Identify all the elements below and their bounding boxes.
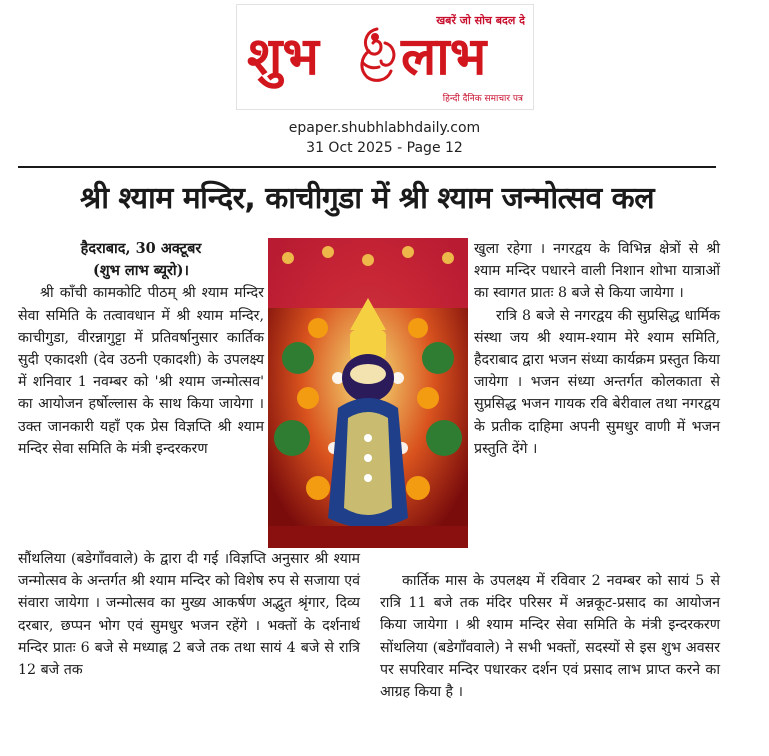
article-column-bottom xyxy=(380,570,720,703)
ganesha-emblem-icon xyxy=(351,23,403,85)
article-column-right xyxy=(474,238,720,460)
article-paragraph-1-continued: सौंथलिया (बडेगाँववाले) के द्वारा दी गई ।विज्ञप्ति अनुसार श्री श्याम जन्मोत्सव के अन्तर्गत श्री श्याम मन्दिर को विशेष रुप से सजाया एवं संवारा जायेगा । जन्मोत्सव का मुख्य आकर्षण अद्भुत श्रृंगार, दिव्य दरबार, छप्पन भोग एवं सुमधुर भजन रहेंगे । भक्तों के दर्शनार्थ मन्दिर प्रातः 6 बजे से मध्याह्न 2 बजे तक तथा सायं 4 बजे से रात्रि 12 बजे तक xyxy=(18,551,360,679)
article-column-left xyxy=(18,238,264,460)
dateline-place-date: हैदराबाद, 30 अक्टूबर xyxy=(80,240,202,257)
site-url: epaper.shubhlabhdaily.com xyxy=(288,120,481,136)
header-divider xyxy=(18,166,716,168)
logo-word-shubh: शुभ xyxy=(247,27,319,87)
masthead-logo xyxy=(236,4,534,110)
edition-date-page: 31 Oct 2025 - Page 12 xyxy=(306,140,463,156)
masthead-subline: हिन्दी दैनिक समाचार पत्र xyxy=(442,94,523,104)
article-paragraph-2: खुला रहेगा । नगरद्वय के विभिन्न क्षेत्रों से श्री श्याम मन्दिर पधारने वाली निशान शोभा यात्राओं का स्वागत प्रातः 8 बजे से किया जायेगा । xyxy=(474,241,720,302)
article-paragraph-4: कार्तिक मास के उपलक्ष्य में रविवार 2 नवम्बर को सायं 5 से रात्रि 11 बजे तक मंदिर परिसर में अन्नकूट-प्रसाद का आयोजन किया जायेगा । श्री श्याम मन्दिर सेवा समिति के मंत्री इन्दरकरण सोंथलिया (बडेगाँववाले) ने सभी भक्तों, सदस्यों से इस शुभ अवसर पर सपरिवार मन्दिर पधारकर दर्शन एवं प्रसाद लाभ प्राप्त करने का आग्रह किया है । xyxy=(380,573,720,701)
article-column-left-lower xyxy=(18,548,360,681)
masthead-tagline: खबरें जो सोच बदल दे xyxy=(436,14,525,27)
article-paragraph-3: रात्रि 8 बजे से नगरद्वय की सुप्रसिद्ध धार्मिक संस्था जय श्री श्याम-श्याम मेरे श्याम समिति, हैदराबाद द्वारा भजन संध्या कार्यक्रम प्रस्तुत किया जायेगा । भजन संध्या अन्तर्गत कोलकाता से सुप्रसिद्ध भजन गायक रवि बेरीवाल तथा नगरद्वय के प्रतीक दाहिमा अपनी सुमधुर वाणी में भजन प्रस्तुति देंगे । xyxy=(474,307,720,457)
article-headline: श्री श्याम मन्दिर, काचीगुडा में श्री श्याम जन्मोत्सव कल xyxy=(79,181,655,216)
article-paragraph-1: श्री काँची कामकोटि पीठम् श्री श्याम मन्दिर सेवा समिति के तत्वावधान में श्री श्याम मन्दिर, काचीगुडा, वीरन्नागुट्टा में प्रतिवर्षानुसार कार्तिक सुदी एकादशी (देव उठनी एकादशी) के उपलक्ष्य में शनिवार 1 नवम्बर को 'श्री श्याम जन्मोत्सव' का आयोजन हर्षोल्लास के साथ किया जायेगा । उक्त जानकारी यहाँ एक प्रेस विज्ञप्ति श्री श्याम मन्दिर सेवा समिति के मंत्री इन्दरकरण xyxy=(18,285,264,457)
dateline-bureau: (शुभ लाभ ब्यूरो)। xyxy=(92,262,190,280)
temple-deity-photo xyxy=(268,238,468,548)
logo-word-labh: लाभ xyxy=(401,27,487,87)
